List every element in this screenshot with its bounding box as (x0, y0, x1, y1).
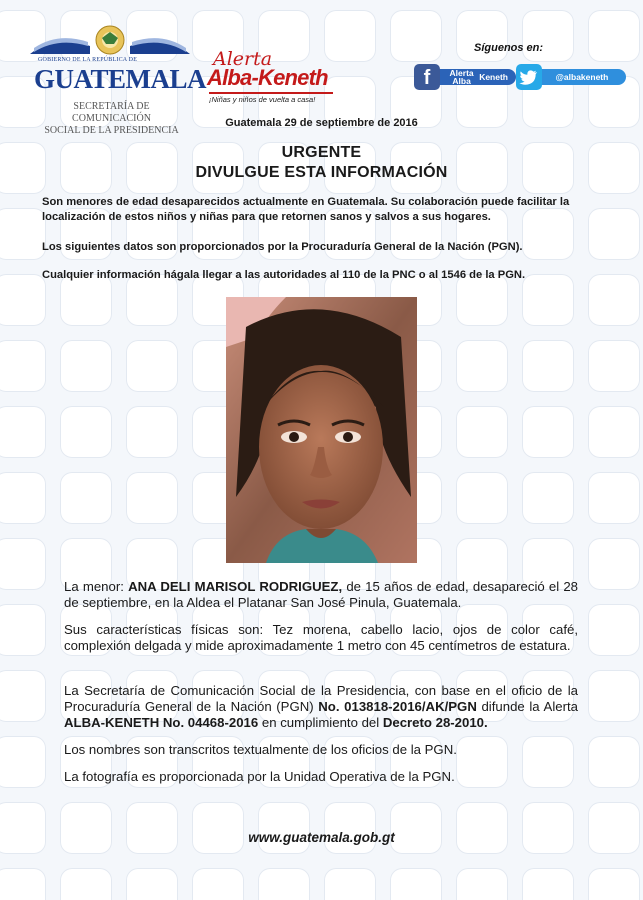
alba-keneth-logo (207, 48, 337, 110)
date-line: Guatemala 29 de septiembre de 2016 (225, 117, 418, 129)
details-rest: de 15 años de edad, desapareció el 28 de septiembre, en la Aldea el Platanar San José Pinula, Guatemala. (64, 579, 579, 610)
details-prefix: La menor: (64, 579, 129, 594)
secretariat-line-1: SECRETARÍA DE COMUNICACIÓN (72, 101, 151, 124)
alert-word: Alerta (213, 48, 273, 70)
case-number: No. 013818-2016/AK/PGN (318, 699, 477, 714)
follow-label: Síguenos en: (474, 42, 544, 54)
details-paragraph-4: Los nombres son transcritos textualmente de los oficios de la PGN. (64, 742, 457, 757)
facebook-label-line1: Alerta Alba (449, 68, 474, 86)
facebook-link[interactable] (414, 66, 516, 88)
b3-part2: difunde la Alerta (476, 699, 578, 714)
gov-name: GUATEMALA (34, 64, 207, 94)
details-paragraph-5: La fotografía es proporcionada por la Unidad Operativa de la PGN. (64, 769, 455, 784)
website-link[interactable]: www.guatemala.gob.gt (248, 830, 395, 845)
alert-number: ALBA-KENETH No. 04468-2016 (64, 715, 259, 730)
alert-name: Alba-Keneth (207, 65, 328, 90)
details-paragraph-1 (64, 579, 578, 611)
facebook-icon: f (414, 64, 440, 90)
twitter-icon (516, 64, 542, 90)
alert-underline (209, 92, 333, 94)
title-urgent: URGENTE (281, 144, 362, 161)
intro-paragraph-2: Los siguientes datos son proporcionados por la Procuraduría General de la Nación (PGN). (42, 241, 523, 253)
b3-part1: La Secretaría de Comunicación Social de la Presidencia, con base en el oficio de la Procuraduría General de la Nación (PGN) (64, 683, 578, 714)
secretariat-line-2: SOCIAL DE LA PRESIDENCIA (44, 125, 179, 136)
facebook-label-line2: Keneth (479, 72, 508, 82)
gov-small-label: GOBIERNO DE LA REPÚBLICA DE (38, 57, 138, 63)
decree-number: Decreto 28-2010. (382, 715, 488, 730)
twitter-link[interactable] (516, 66, 626, 88)
details-paragraph-3 (64, 683, 578, 731)
twitter-label: @albakeneth (528, 69, 626, 85)
intro-paragraph-3: Cualquier información hágala llegar a las autoridades al 110 de la PNC o al 1546 de la PGN. (42, 269, 526, 281)
missing-person-name: ANA DELI MARISOL RODRIGUEZ, (128, 579, 343, 594)
missing-person-photo (226, 297, 417, 563)
alert-tagline: ¡Niñas y niños de vuelta a casa! (209, 95, 316, 104)
b3-part3: en cumplimiento del (258, 715, 383, 730)
intro-paragraph-1: Son menores de edad desaparecidos actualmente en Guatemala. Su colaboración puede facilitar la localización de estos niños y niñas para que retornen sanos y salvos a sus hogares. (42, 196, 570, 223)
details-paragraph-2: Sus características físicas son: Tez morena, cabello lacio, ojos de color café, complexión delgada y mide aproximadamente 1 metro con 45 centímetros de estatura. (64, 622, 578, 653)
title-divulge: DIVULGUE ESTA INFORMACIÓN (195, 164, 448, 181)
